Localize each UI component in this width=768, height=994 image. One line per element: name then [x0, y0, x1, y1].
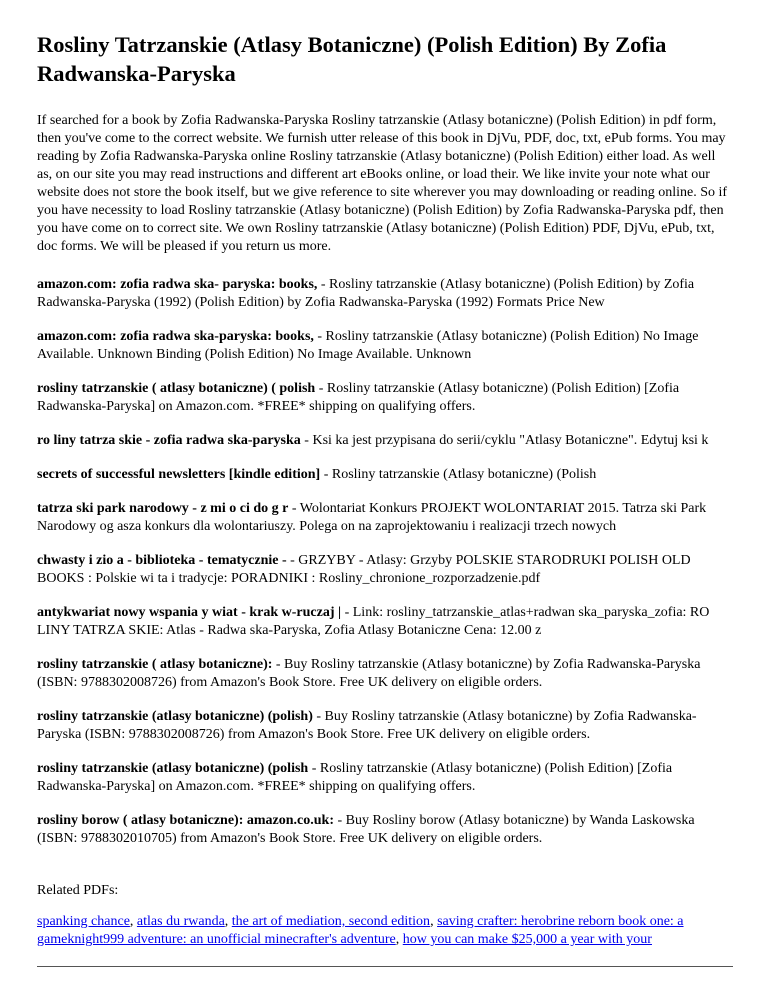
search-result-entry — [37, 328, 733, 364]
related-pdfs-label: Related PDFs: — [37, 883, 119, 898]
search-result-entry — [37, 708, 733, 744]
document-page — [37, 30, 733, 949]
page-title: Rosliny Tatrzanskie (Atlasy Botaniczne) (Polish Edition) By Zofia Radwanska-Paryska — [37, 32, 667, 86]
entry-text: - Ksi ka jest przypisana do serii/cyklu "Atlasy Botaniczne". Edytuj ksi k — [300, 433, 709, 448]
entry-heading: rosliny borow ( atlasy botaniczne): amazon.co.uk: — [37, 813, 334, 828]
related-links — [37, 913, 733, 949]
entry-heading: secrets of successful newsletters [kindle edition] — [37, 467, 321, 482]
footer-divider — [37, 966, 733, 967]
search-result-entry — [37, 656, 733, 692]
entry-heading: amazon.com: zofia radwa ska-paryska: books, — [37, 329, 314, 344]
entry-text: - Wolontariat Konkurs PROJEKT WOLONTARIAT 2015. Tatrza ski Park Narodowy og asza konkurs dla wolontariuszy. Polega on na zaprojektowaniu i realizacji trzech nowych — [37, 501, 707, 534]
related-pdf-link[interactable]: the art of mediation, second edition — [231, 914, 431, 929]
entry-heading: rosliny tatrzanskie ( atlasy botaniczne) ( polish — [37, 381, 316, 396]
search-result-entry — [37, 432, 733, 450]
search-result-entry — [37, 812, 733, 848]
entry-heading: ro liny tatrza skie - zofia radwa ska-paryska — [37, 433, 301, 448]
intro-paragraph: If searched for a book by Zofia Radwanska-Paryska Rosliny tatrzanskie (Atlasy botaniczne) (Polish Edition) in pdf form, then you've come to the correct website. We furnish utter release of this book in DjVu, PDF, doc, txt, ePub forms. You may reading by Zofia Radwanska-Paryska online Rosliny tatrzanskie (Atlasy botaniczne) (Polish Edition) either load. As well as, on our site you may read instructions and different art eBooks online, or load their. We like invite your note what our website does not store the book itself, but we give reference to site wherever you may downloading or reading online. So if you have necessity to load Rosliny tatrzanskie (Atlasy botaniczne) (Polish Edition) by Zofia Radwanska-Paryska pdf, then you have come on to correct site. We own Rosliny tatrzanskie (Atlasy botaniczne) (Polish Edition) PDF, DjVu, ePub, txt, doc forms. We will be pleased if you return us more. — [37, 113, 728, 254]
link-separator: , — [395, 932, 403, 947]
related-pdf-link[interactable]: spanking chance — [37, 914, 130, 929]
entry-heading: tatrza ski park narodowy - z mi o ci do g r — [37, 501, 289, 516]
link-separator: , — [224, 914, 232, 929]
entry-heading: amazon.com: zofia radwa ska- paryska: books, — [37, 277, 318, 292]
entry-text: - Link: rosliny_tatrzanskie_atlas+radwan ska_paryska_zofia: RO LINY TATRZA SKIE: Atlas - Radwa ska-Paryska, Zofia Atlasy Botaniczne Cena: 12.00 z — [37, 605, 710, 638]
search-result-entry — [37, 500, 733, 536]
link-separator: , — [129, 914, 137, 929]
entry-heading: antykwariat nowy wspania y wiat - krak w-ruczaj | — [37, 605, 342, 620]
entry-text: - Rosliny tatrzanskie (Atlasy botaniczne) (Polish Edition) [Zofia Radwanska-Paryska] on Amazon.com. *FREE* shipping on qualifying offers. — [37, 381, 680, 414]
related-pdf-link[interactable]: saving crafter: herobrine reborn book one: a gameknight999 adventure: an unofficial minecrafter's adventure — [37, 914, 684, 947]
entry-heading: chwasty i zio a - biblioteka - tematycznie - — [37, 553, 287, 568]
search-result-entry — [37, 466, 733, 484]
entry-text: - Rosliny tatrzanskie (Atlasy botaniczne) (Polish Edition) by Zofia Radwanska-Paryska (1992) (Polish Edition) by Zofia Radwanska-Paryska (1992) Formats Price New — [37, 277, 695, 310]
entry-text: - Buy Rosliny tatrzanskie (Atlasy botaniczne) by Zofia Radwanska-Paryska (ISBN: 9788302008726) from Amazon's Book Store. Free UK delivery on eligible orders. — [37, 657, 701, 690]
entry-text: - Buy Rosliny borow (Atlasy botaniczne) by Wanda Laskowska (ISBN: 9788302010705) from Amazon's Book Store. Free UK delivery on eligible orders. — [37, 813, 695, 846]
search-result-entry — [37, 380, 733, 416]
entry-heading: rosliny tatrzanskie ( atlasy botaniczne): — [37, 657, 273, 672]
entry-text: - Rosliny tatrzanskie (Atlasy botaniczne) (Polish — [320, 467, 597, 482]
link-separator: , — [430, 914, 438, 929]
entry-heading: rosliny tatrzanskie (atlasy botaniczne) (polish) — [37, 709, 313, 724]
related-pdf-link[interactable]: atlas du rwanda — [136, 914, 225, 929]
entry-heading: rosliny tatrzanskie (atlasy botaniczne) (polish — [37, 761, 309, 776]
entry-list — [37, 276, 733, 848]
entry-text: - Rosliny tatrzanskie (Atlasy botaniczne) (Polish Edition) [Zofia Radwanska-Paryska] on Amazon.com. *FREE* shipping on qualifying offers. — [37, 761, 673, 794]
search-result-entry — [37, 276, 733, 312]
search-result-entry — [37, 552, 733, 588]
entry-text: - GRZYBY - Atlasy: Grzyby POLSKIE STARODRUKI POLISH OLD BOOKS : Polskie wi ta i tradycje: PORADNIKI : Rosliny_chronione_rozporzadzenie.pdf — [37, 553, 691, 586]
related-pdf-link[interactable]: how you can make $25,000 a year with your — [402, 932, 652, 947]
search-result-entry — [37, 760, 733, 796]
entry-text: - Rosliny tatrzanskie (Atlasy botaniczne) (Polish Edition) No Image Available. Unknown Binding (Polish Edition) No Image Available. Unknown — [37, 329, 699, 362]
search-result-entry — [37, 604, 733, 640]
entry-text: - Buy Rosliny tatrzanskie (Atlasy botaniczne) by Zofia Radwanska-Paryska (ISBN: 9788302008726) from Amazon's Book Store. Free UK delivery on eligible orders. — [37, 709, 697, 742]
